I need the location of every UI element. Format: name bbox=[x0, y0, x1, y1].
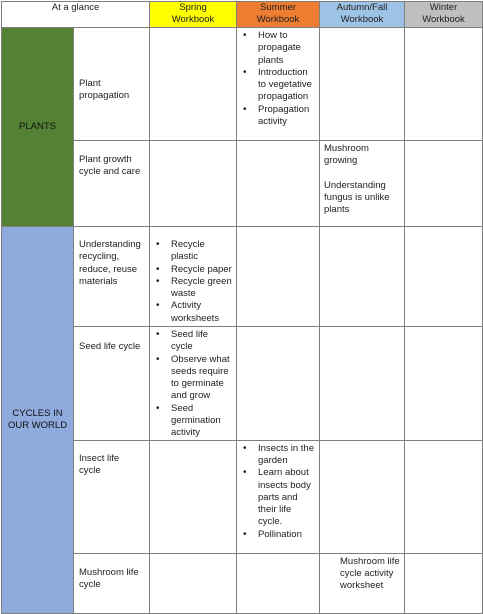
topic-cell bbox=[74, 553, 150, 613]
spring-cell bbox=[150, 141, 237, 227]
header-summer-line1: Summer bbox=[260, 2, 296, 13]
table-row bbox=[2, 440, 483, 553]
spring-cell bbox=[150, 440, 237, 553]
topic-cell bbox=[74, 227, 150, 327]
topic-line: Plant bbox=[79, 78, 101, 89]
topic-cell bbox=[74, 141, 150, 227]
at-a-glance-table bbox=[1, 1, 483, 614]
spring-cell bbox=[150, 327, 237, 441]
table-row bbox=[2, 227, 483, 327]
list-item: • Learn about insects body parts and their life cycle. bbox=[258, 467, 315, 528]
topic-line: cycle and care bbox=[79, 166, 141, 178]
category-plants: PLANTS bbox=[2, 28, 74, 227]
autumn-cell bbox=[320, 327, 405, 441]
list-item: • Recycle green waste bbox=[171, 276, 232, 301]
winter-cell bbox=[405, 28, 483, 141]
topic-cell bbox=[74, 28, 150, 141]
list-item: • Seed germination activity bbox=[171, 403, 232, 440]
summer-cell bbox=[237, 440, 320, 553]
topic-line: Understanding bbox=[79, 239, 141, 250]
header-winter-workbook bbox=[405, 2, 483, 28]
list-item: • Recycle paper bbox=[171, 264, 232, 276]
topic-line: recycling, bbox=[79, 251, 120, 263]
header-spring-line2: Workbook bbox=[171, 14, 215, 26]
summer-cell bbox=[237, 553, 320, 613]
summer-list bbox=[241, 443, 315, 541]
topic-line: Seed life cycle bbox=[79, 341, 141, 352]
topic-line: Mushroom life bbox=[79, 566, 139, 578]
list-item: • Recycle plastic bbox=[171, 239, 232, 264]
header-summer-workbook bbox=[237, 2, 320, 28]
summer-cell bbox=[237, 227, 320, 327]
header-summer-line2: Workbook bbox=[256, 14, 300, 26]
spring-cell bbox=[150, 227, 237, 327]
category-line: OUR WORLD bbox=[7, 419, 68, 431]
header-winter-line1: Winter bbox=[429, 2, 458, 13]
topic-line: Insect life cycle bbox=[79, 452, 120, 476]
header-spring-workbook bbox=[150, 2, 237, 28]
header-row bbox=[2, 2, 483, 28]
summer-list bbox=[241, 30, 315, 128]
spring-list bbox=[154, 239, 232, 325]
winter-cell bbox=[405, 227, 483, 327]
header-spring-line1: Spring bbox=[179, 2, 207, 13]
list-item: • Activity worksheets bbox=[171, 300, 232, 325]
autumn-cell bbox=[320, 28, 405, 141]
list-item: • Propagation activity bbox=[258, 104, 315, 129]
autumn-text: Mushroom growing bbox=[324, 143, 369, 167]
table-row bbox=[2, 28, 483, 141]
topic-line: Plant growth bbox=[79, 154, 132, 165]
autumn-cell bbox=[320, 553, 405, 613]
spring-cell bbox=[150, 28, 237, 141]
list-item: • Observe what seeds require to germinate and grow bbox=[171, 354, 232, 403]
topic-cell bbox=[74, 327, 150, 441]
header-autumn-line1: Autumn/Fall bbox=[336, 2, 388, 13]
table-row bbox=[2, 553, 483, 613]
topic-line: reduce, reuse bbox=[79, 263, 138, 275]
autumn-cell bbox=[320, 227, 405, 327]
summer-cell bbox=[237, 28, 320, 141]
spring-list bbox=[154, 329, 232, 440]
winter-cell bbox=[405, 327, 483, 441]
topic-line: cycle bbox=[79, 578, 101, 590]
summer-cell bbox=[237, 327, 320, 441]
winter-cell bbox=[405, 440, 483, 553]
autumn-text: Understanding fungus is unlike plants bbox=[324, 179, 390, 216]
list-item: • Seed life cycle bbox=[171, 329, 232, 354]
summer-cell bbox=[237, 141, 320, 227]
header-autumn-line2: Workbook bbox=[340, 14, 384, 26]
topic-line: propagation bbox=[79, 90, 130, 102]
autumn-cell bbox=[320, 440, 405, 553]
list-item: • How to propagate plants bbox=[258, 30, 315, 67]
table-row bbox=[2, 141, 483, 227]
topic-cell bbox=[74, 440, 150, 553]
category-line: CYCLES IN bbox=[12, 407, 63, 419]
header-winter-line2: Workbook bbox=[422, 14, 465, 26]
autumn-text: Mushroom life cycle activity worksheet bbox=[340, 555, 400, 592]
topic-line: materials bbox=[79, 275, 118, 287]
spring-cell bbox=[150, 553, 237, 613]
winter-cell bbox=[405, 141, 483, 227]
winter-cell bbox=[405, 553, 483, 613]
category-cycles-in-our-world bbox=[2, 227, 74, 614]
list-item: • Introduction to vegetative propagation bbox=[258, 67, 315, 104]
autumn-cell bbox=[320, 141, 405, 227]
header-autumn-workbook bbox=[320, 2, 405, 28]
list-item: • Pollination bbox=[258, 529, 315, 541]
table-row bbox=[2, 327, 483, 441]
list-item: • Insects in the garden bbox=[258, 443, 315, 468]
header-at-a-glance: At a glance bbox=[2, 2, 150, 28]
